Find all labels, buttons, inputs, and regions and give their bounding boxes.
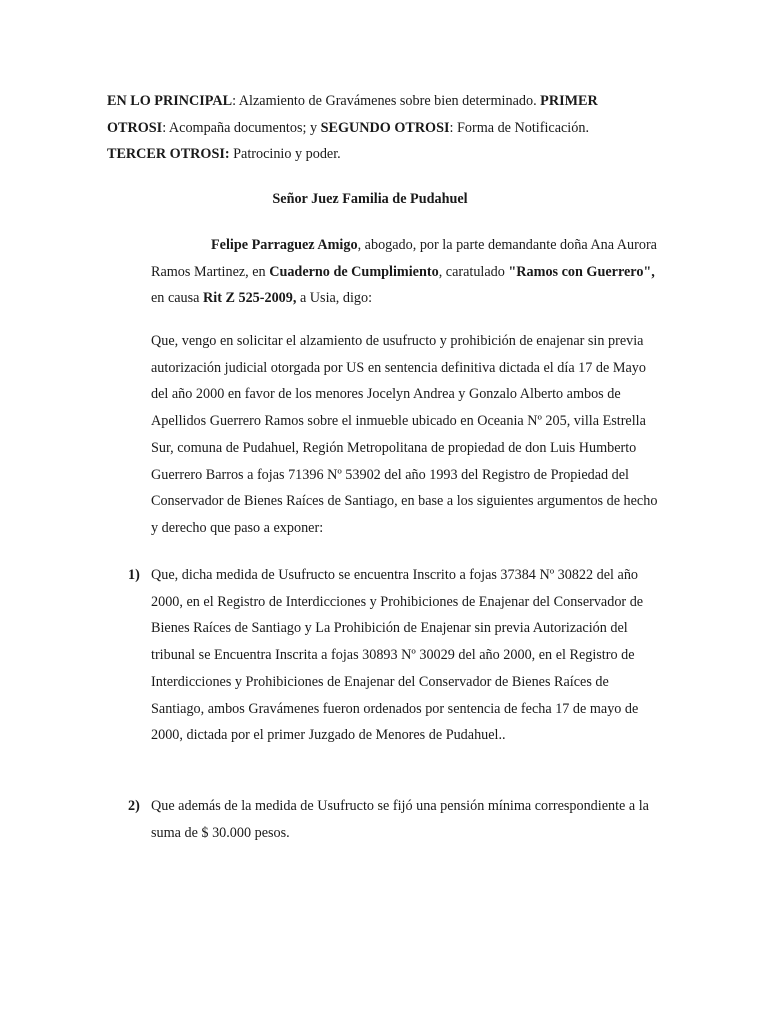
list-item-text: Que además de la medida de Usufructo se fijó una pensión mínima correspondiente a la suma de $ 30.000 pesos. [151, 798, 649, 841]
heading-tercer-otrosi-text: Patrocinio y poder. [229, 146, 341, 163]
list-item-number: 1) [128, 567, 140, 583]
intro-text [151, 232, 661, 312]
intro-text-part: en causa [151, 290, 203, 307]
case-title: "Ramos con Guerrero", [508, 263, 655, 280]
intro-text-part: , abogado, por la parte demandante doña Ana Aurora Ramos Martinez, en [151, 237, 657, 280]
intro-paragraph [151, 232, 661, 312]
judge-addressee [0, 186, 768, 213]
list-item-number: 2) [128, 798, 140, 814]
heading-segundo-otrosi-label: SEGUNDO OTROSI [320, 119, 450, 136]
heading-segundo-otrosi-text: : Forma de Notificación. [449, 119, 589, 136]
lawyer-name: Felipe Parraguez Amigo [211, 237, 358, 253]
heading-principal-text: : Alzamiento de Gravámenes sobre bien determinado. [232, 93, 541, 109]
heading-primer-otrosi-label: PRIMER OTROSI [107, 93, 598, 136]
heading-tercer-otrosi-label: TERCER OTROSI: [107, 146, 230, 163]
heading-primer-otrosi-text: : Acompaña documentos; y [162, 119, 321, 136]
case-number: Rit Z 525-2009, [203, 290, 297, 307]
document-heading [107, 88, 647, 168]
case-book-name: Cuaderno de Cumplimiento [269, 263, 439, 280]
intro-text-part: a Usia, digo: [296, 290, 373, 307]
judge-title: Señor Juez Familia de Pudahuel [272, 191, 468, 207]
list-item-text: Que, dicha medida de Usufructo se encuentra Inscrito a fojas 37384 Nº 30822 del año 2000, en el Registro de Interdicciones y Prohibiciones de Enajenar del Conservador de Bienes Raíces de Santiago y La Prohibición de Enajenar sin previa Autorización del tribunal se Encuentra Inscrita a fojas 30893 Nº 30029 del año 2000, en el Registro de Interdicciones y Prohibiciones de Enajenar del Conservador de Bienes Raíces de Santiago, ambos Gravámenes fueron ordenados por sentencia de fecha 17 de mayo de 2000, dictada por el primer Juzgado de Menores de Pudahuel.. [151, 567, 644, 744]
heading-principal-label: EN LO PRINCIPAL [107, 93, 233, 109]
intro-text-part: , caratulado [438, 263, 509, 280]
request-paragraph: Que, vengo en solicitar el alzamiento de usufructo y prohibición de enajenar sin previa autorización judicial otorgada por US en sentencia definitiva dictada el día 17 de Mayo del año 2000 en favor de los menores Jocelyn Andrea y Gonzalo Alberto ambos de Apellidos Guerrero Ramos sobre el inmueble ubicado en Oceania Nº 205, villa Estrella Sur, comuna de Pudahuel, Región Metropolitana de propiedad de don Luis Humberto Guerrero Barros a fojas 71396 Nº 53902 del año 1993 del Registro de Propiedad del Conservador de Bienes Raíces de Santiago, en base a los siguientes argumentos de hecho y derecho que paso a exponer: [151, 333, 658, 536]
